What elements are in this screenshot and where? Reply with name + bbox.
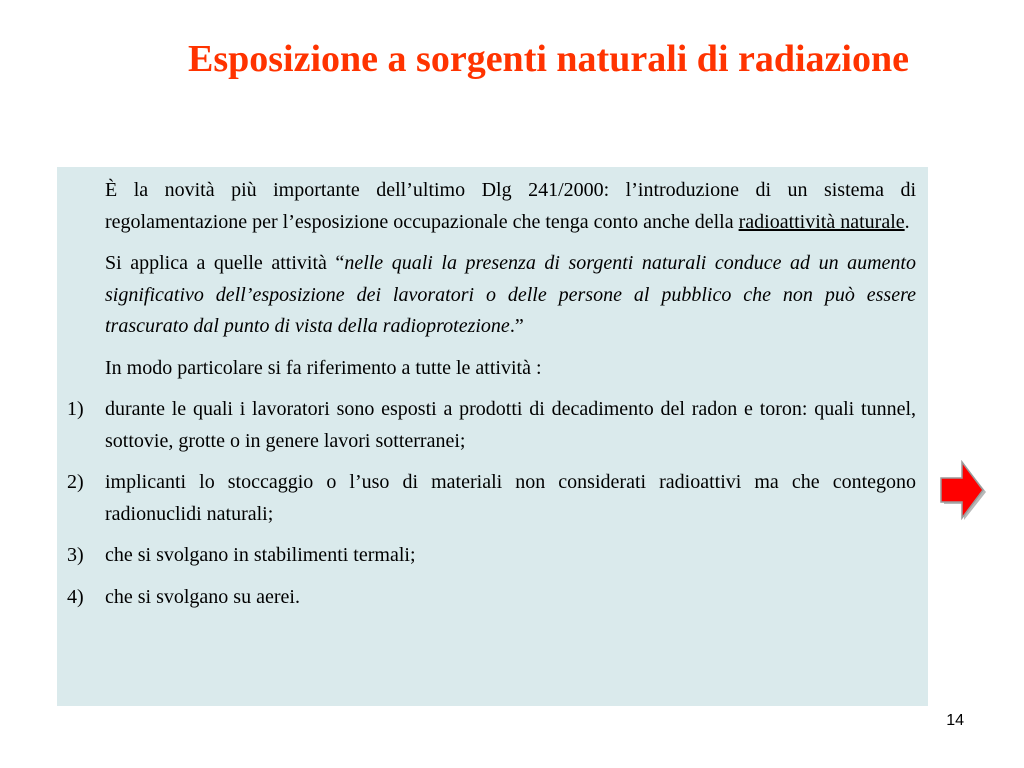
list-item-number: 1)	[67, 398, 84, 420]
applies-tail: .”	[509, 315, 524, 337]
list-item-text: che si svolgano su aerei.	[105, 585, 300, 608]
right-arrow-icon[interactable]	[940, 460, 988, 524]
list-item-number: 2)	[67, 471, 84, 493]
list-item-text: implicanti lo stoccaggio o l’uso di materiali non considerati radioattivi ma che contegono radionuclidi naturali;	[105, 471, 916, 525]
list-item	[63, 394, 916, 457]
content-text	[63, 175, 916, 623]
reference-paragraph: In modo particolare si fa riferimento a tutte le attività :	[105, 356, 542, 379]
intro-underlined-text: radioattività naturale	[738, 210, 905, 233]
list-item-number: 4)	[67, 585, 84, 608]
list-item	[63, 582, 916, 614]
slide-title: Esposizione a sorgenti naturali di radiazione	[188, 38, 909, 80]
list-item-number: 3)	[67, 544, 84, 566]
applies-quote: nelle quali la presenza di sorgenti naturali conduce ad un aumento significativo dell’esposizione dei lavoratori o delle persone al pubblico che non può essere trascurato dal punto di vista della radioprotezione	[105, 252, 916, 337]
page-number: 14	[946, 712, 964, 729]
list-item	[63, 467, 916, 530]
intro-end: .	[904, 210, 910, 233]
list-item	[63, 540, 916, 572]
list-item-text: durante le quali i lavoratori sono esposti a prodotti di decadimento del radon e toron: quali tunnel, sottovie, grotte o in genere lavori sotterranei;	[105, 398, 916, 452]
intro-text: È la novità più importante dell’ultimo Dlg 241/2000: l’introduzione di un sistema di regolamentazione per l’esposizione occupazionale che tenga conto anche della	[105, 179, 916, 233]
list-item-text: che si svolgano in stabilimenti termali;	[105, 544, 416, 566]
intro-paragraph	[63, 175, 916, 238]
applies-paragraph	[63, 248, 916, 343]
right-arrow-shape	[941, 462, 983, 518]
applies-lead: Si applica a quelle attività “	[105, 252, 345, 274]
